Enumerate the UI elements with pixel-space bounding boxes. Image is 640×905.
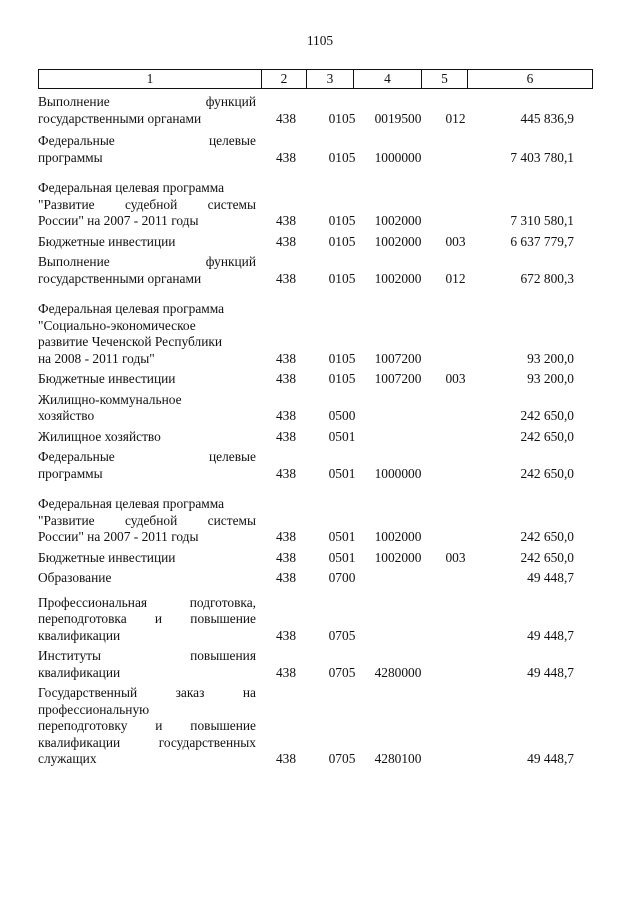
- amount: 7 403 780,1: [510, 149, 574, 165]
- section-code: 0105: [328, 110, 356, 126]
- ministry-code: 438: [275, 350, 297, 366]
- description-line: развитие Чеченской Республики: [38, 334, 223, 349]
- target-article-code: 4280000: [374, 664, 422, 680]
- table-row: [38, 685, 593, 768]
- header-col-4: 4: [354, 70, 422, 88]
- description-line: квалификации государственных: [38, 734, 256, 750]
- target-article-code: 1002000: [374, 270, 422, 286]
- section-code: 0105: [328, 371, 356, 386]
- section-code: 0501: [328, 428, 356, 444]
- description-line: "Развитие судебной системы: [38, 512, 256, 528]
- ministry-code: 438: [275, 149, 297, 165]
- description-line: программы: [38, 149, 103, 165]
- amount: 242 650,0: [520, 529, 574, 544]
- header-col-3: 3: [307, 70, 354, 88]
- row-description: [38, 301, 256, 367]
- ministry-code: 438: [275, 408, 297, 423]
- section-code: 0501: [328, 529, 356, 544]
- description-line: "Социально-экономическое: [38, 317, 196, 333]
- ministry-code: 438: [275, 529, 297, 544]
- section-code: 0105: [328, 233, 356, 249]
- target-article-code: 1007200: [374, 350, 422, 366]
- expense-type-code: 003: [445, 549, 466, 565]
- ministry-code: 438: [275, 751, 297, 766]
- amount: 242 650,0: [520, 408, 574, 423]
- description-line: Институты повышения: [38, 648, 256, 663]
- target-article-code: 1000000: [374, 465, 422, 481]
- amount: 6 637 779,7: [510, 233, 574, 249]
- description-line: государственными органами: [38, 110, 202, 126]
- ministry-code: 438: [275, 549, 297, 565]
- table-row: [38, 570, 593, 587]
- table-row: [38, 94, 593, 127]
- description-line: квалификации: [38, 664, 121, 680]
- table-header: [38, 69, 593, 89]
- description-line: государственными органами: [38, 270, 202, 286]
- description-line: "Развитие судебной системы: [38, 196, 256, 212]
- description-line: Образование: [38, 570, 112, 585]
- table-row: [38, 234, 593, 251]
- description-line: служащих: [38, 751, 97, 766]
- amount: 93 200,0: [527, 371, 574, 386]
- ministry-code: 438: [275, 371, 297, 386]
- description-line: Бюджетные инвестиции: [38, 549, 176, 565]
- expense-type-code: 003: [445, 233, 466, 249]
- description-line: программы: [38, 465, 103, 481]
- description-line: переподготовку и повышение: [38, 718, 256, 733]
- section-code: 0105: [328, 350, 356, 366]
- section-code: 0700: [328, 570, 356, 585]
- ministry-code: 438: [275, 213, 297, 228]
- description-line: России" на 2007 - 2011 годы: [38, 529, 199, 544]
- row-description: [38, 685, 256, 768]
- table-row: [38, 550, 593, 567]
- description-line: Жилищное хозяйство: [38, 428, 161, 444]
- target-article-code: 0019500: [374, 110, 422, 126]
- section-code: 0105: [328, 270, 356, 286]
- description-line: хозяйство: [38, 408, 95, 423]
- header-col-5: 5: [422, 70, 468, 88]
- ministry-code: 438: [275, 110, 297, 126]
- section-code: 0501: [328, 549, 356, 565]
- description-line: Федеральная целевая программа: [38, 301, 225, 316]
- description-line: Федеральные целевые: [38, 449, 256, 464]
- header-col-2: 2: [262, 70, 307, 88]
- ministry-code: 438: [275, 465, 297, 481]
- table-row: [38, 254, 593, 287]
- description-line: Жилищно-коммунальное: [38, 391, 182, 407]
- description-line: Бюджетные инвестиции: [38, 233, 176, 249]
- ministry-code: 438: [275, 627, 297, 643]
- section-code: 0705: [328, 751, 356, 766]
- target-article-code: 1000000: [374, 149, 422, 165]
- target-article-code: 1002000: [374, 549, 422, 565]
- row-description: [38, 94, 256, 127]
- amount: 49 448,7: [527, 751, 574, 766]
- description-line: профессиональную: [38, 701, 150, 717]
- ministry-code: 438: [275, 570, 297, 585]
- amount: 242 650,0: [520, 465, 574, 481]
- section-code: 0501: [328, 465, 356, 481]
- description-line: Бюджетные инвестиции: [38, 371, 176, 386]
- target-article-code: 1002000: [374, 233, 422, 249]
- table-row: [38, 133, 593, 166]
- row-description: [38, 133, 256, 166]
- ministry-code: 438: [275, 428, 297, 444]
- amount: 93 200,0: [527, 350, 574, 366]
- section-code: 0105: [328, 213, 356, 228]
- ministry-code: 438: [275, 664, 297, 680]
- description-line: Выполнение функций: [38, 254, 256, 269]
- description-line: России" на 2007 - 2011 годы: [38, 213, 199, 228]
- row-description: [38, 648, 256, 681]
- expense-type-code: 012: [445, 110, 466, 126]
- ministry-code: 438: [275, 233, 297, 249]
- row-description: [38, 570, 256, 587]
- header-col-1: 1: [39, 70, 262, 88]
- table-row: [38, 648, 593, 681]
- table-row: [38, 392, 593, 425]
- amount: 49 448,7: [527, 570, 574, 585]
- row-description: [38, 392, 256, 425]
- description-line: Выполнение функций: [38, 94, 256, 109]
- row-description: [38, 371, 256, 388]
- target-article-code: 1007200: [374, 371, 422, 386]
- table-row: [38, 180, 593, 230]
- table-body: [38, 94, 593, 768]
- description-line: переподготовка и повышение: [38, 611, 256, 626]
- section-code: 0500: [328, 408, 356, 423]
- row-description: [38, 254, 256, 287]
- amount: 445 836,9: [520, 110, 574, 126]
- row-description: [38, 595, 256, 645]
- row-description: [38, 449, 256, 482]
- row-description: [38, 496, 256, 546]
- amount: 49 448,7: [527, 664, 574, 680]
- description-line: Федеральные целевые: [38, 133, 256, 148]
- table-row: [38, 429, 593, 446]
- row-description: [38, 234, 256, 251]
- page-number: 1105: [306, 33, 334, 48]
- description-line: Федеральная целевая программа: [38, 180, 225, 195]
- description-line: Федеральная целевая программа: [38, 496, 225, 511]
- expense-type-code: 012: [445, 270, 466, 286]
- table-row: [38, 301, 593, 367]
- description-line: Государственный заказ на: [38, 685, 256, 700]
- amount: 49 448,7: [527, 627, 574, 643]
- row-description: [38, 180, 256, 230]
- target-article-code: 1002000: [374, 529, 422, 544]
- table-row: [38, 371, 593, 388]
- table-row: [38, 496, 593, 546]
- section-code: 0705: [328, 664, 356, 680]
- target-article-code: 1002000: [374, 213, 422, 228]
- row-description: [38, 550, 256, 567]
- description-line: Профессиональная подготовка,: [38, 594, 256, 610]
- description-line: на 2008 - 2011 годы": [38, 350, 155, 366]
- header-col-6: 6: [526, 71, 534, 86]
- target-article-code: 4280100: [374, 751, 422, 766]
- expense-type-code: 003: [445, 371, 466, 386]
- amount: 242 650,0: [520, 428, 574, 444]
- section-code: 0105: [328, 149, 356, 165]
- amount: 242 650,0: [520, 549, 574, 565]
- row-description: [38, 429, 256, 446]
- section-code: 0705: [328, 627, 356, 643]
- ministry-code: 438: [275, 270, 297, 286]
- table-row: [38, 595, 593, 645]
- table-row: [38, 449, 593, 482]
- amount: 7 310 580,1: [510, 213, 574, 228]
- description-line: квалификации: [38, 627, 121, 643]
- amount: 672 800,3: [520, 270, 574, 286]
